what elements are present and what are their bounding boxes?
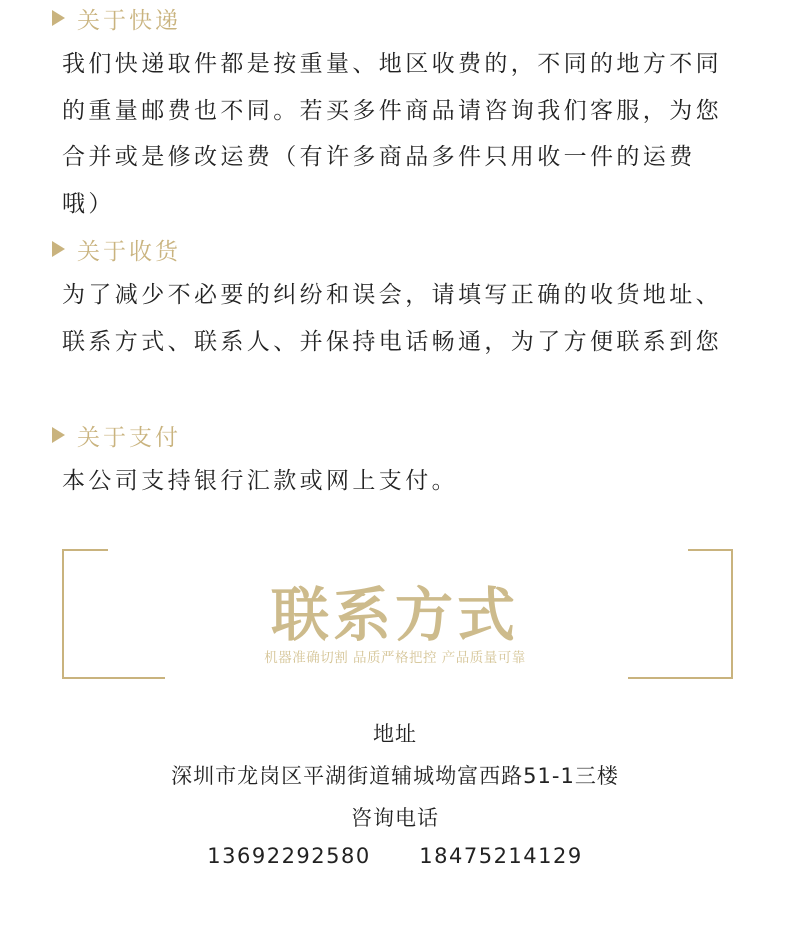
frame-left-top-line [62, 549, 108, 551]
section-header-receiving [52, 234, 181, 264]
contact-slogan: 机器准确切割 品质严格把控 产品质量可靠 [264, 650, 526, 666]
address-value: 深圳市龙岗区平湖街道辅城坳富西路51-1三楼 [171, 764, 619, 788]
triangle-bullet-icon [52, 427, 65, 443]
triangle-bullet-icon [52, 10, 65, 26]
section-header-express [52, 3, 181, 33]
frame-right-bottom-line [628, 677, 733, 679]
section-title: 关于收货 [77, 238, 181, 265]
section-body-payment: 本公司支持银行汇款或网上支付。 [62, 468, 458, 494]
triangle-bullet-icon [52, 241, 65, 257]
frame-left-bottom-line [62, 677, 165, 679]
phone-label: 咨询电话 [351, 806, 439, 830]
section-title: 关于快递 [77, 7, 181, 34]
section-body-receiving: 为了减少不必要的纠纷和误会，请填写正确的收货地址、联系方式、联系人、并保持电话畅通，为了方便联系到您 [62, 282, 722, 355]
frame-right-top-line [688, 549, 733, 551]
contact-title: 联系方式 [270, 581, 519, 649]
section-title: 关于支付 [77, 424, 181, 451]
phone-numbers: 13692292580 18475214129 [207, 844, 583, 868]
section-body-express: 我们快递取件都是按重量、地区收费的，不同的地方不同的重量邮费也不同。若买多件商品请咨询我们客服，为您合并或是修改运费（有许多商品多件只用收一件的运费哦） [62, 51, 722, 217]
address-label: 地址 [373, 722, 417, 746]
section-header-payment [52, 420, 181, 450]
